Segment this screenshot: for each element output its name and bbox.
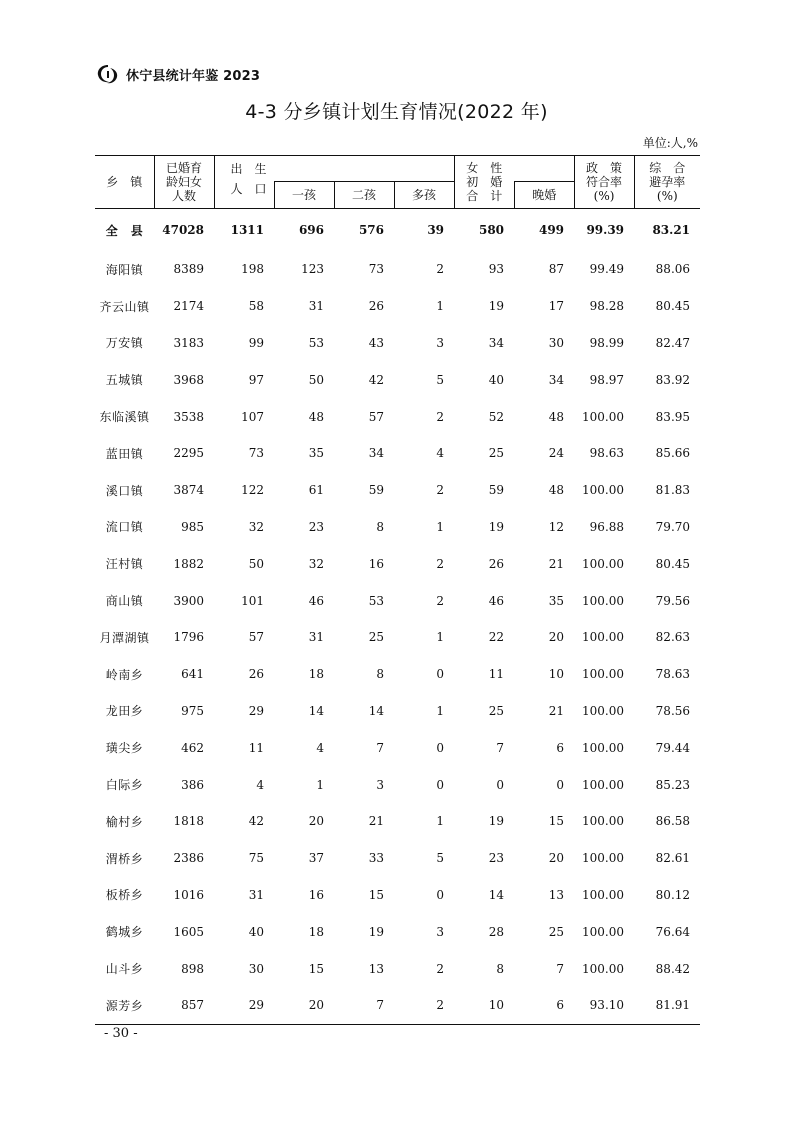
- township-cell: 山斗乡: [105, 962, 144, 977]
- married-women-cell: 3900: [173, 593, 204, 608]
- late-marriage-cell: 12: [548, 519, 565, 534]
- first-marriage-cell: 10: [488, 998, 505, 1013]
- births-cell: 99: [248, 335, 264, 350]
- first-marriage-cell: 40: [488, 372, 505, 387]
- second-child-cell: 57: [368, 409, 384, 424]
- married-women-cell: 386: [181, 777, 204, 792]
- contraception-rate-cell: 78.63: [655, 667, 691, 682]
- married-women-cell: 975: [181, 703, 204, 718]
- multi-child-cell: 4: [436, 446, 445, 461]
- late-marriage-cell: 15: [548, 814, 565, 829]
- contraception-rate-cell: 76.64: [655, 924, 691, 939]
- late-marriage-cell: 499: [538, 223, 565, 237]
- township-cell: 全 县: [105, 223, 144, 238]
- policy-rate-cell: 100.00: [582, 703, 625, 718]
- policy-rate-cell: 98.99: [589, 335, 625, 350]
- township-cell: 东临溪镇: [99, 410, 150, 425]
- policy-rate-cell: 100.00: [582, 556, 625, 571]
- first-marriage-cell: 580: [478, 223, 505, 237]
- multi-child-cell: 2: [436, 262, 445, 277]
- table-body: [95, 209, 700, 1025]
- first-marriage-cell: 19: [488, 519, 505, 534]
- multi-child-cell: 1: [436, 630, 445, 645]
- table-row: [95, 545, 700, 582]
- late-marriage-cell: 21: [548, 703, 565, 718]
- header-first-child: 一孩: [274, 182, 334, 209]
- header-township: 乡 镇: [106, 175, 143, 189]
- first-marriage-cell: 93: [488, 262, 505, 277]
- policy-rate-cell: 100.00: [582, 814, 625, 829]
- second-child-cell: 25: [368, 630, 384, 645]
- policy-rate-cell: 100.00: [582, 961, 625, 976]
- policy-rate-cell: 100.00: [582, 630, 625, 645]
- header-married-women: 已婚育龄妇女人数: [154, 156, 214, 209]
- first-child-cell: 4: [316, 740, 324, 755]
- first-child-cell: 20: [308, 814, 324, 829]
- table-row: [95, 398, 700, 435]
- township-cell: 龙田乡: [105, 704, 144, 719]
- contraception-rate-cell: 80.12: [655, 887, 691, 902]
- township-cell: 蓝田镇: [105, 446, 144, 461]
- first-marriage-cell: 0: [496, 777, 505, 792]
- table-row: [95, 656, 700, 693]
- policy-rate-cell: 100.00: [582, 483, 625, 498]
- township-cell: 流口镇: [105, 520, 144, 535]
- second-child-cell: 14: [368, 703, 384, 718]
- married-women-cell: 985: [181, 519, 204, 534]
- policy-rate-cell: 100.00: [582, 740, 625, 755]
- births-cell: 4: [256, 777, 264, 792]
- second-child-cell: 15: [368, 887, 384, 902]
- second-child-cell: 7: [376, 740, 384, 755]
- table-row: [95, 766, 700, 803]
- header-birth-spacer: [274, 156, 454, 182]
- policy-rate-cell: 100.00: [582, 887, 625, 902]
- first-marriage-cell: 25: [488, 703, 505, 718]
- township-cell: 岭南乡: [105, 667, 144, 682]
- births-cell: 42: [248, 814, 264, 829]
- first-marriage-cell: 19: [488, 814, 505, 829]
- table-row: [95, 582, 700, 619]
- township-cell: 万安镇: [105, 336, 144, 351]
- header-female-first-marriage: 女 性初 婚合 计: [454, 156, 514, 209]
- contraception-rate-cell: 78.56: [655, 703, 691, 718]
- first-child-cell: 23: [308, 519, 324, 534]
- births-cell: 32: [248, 519, 264, 534]
- first-child-cell: 1: [316, 777, 324, 792]
- multi-child-cell: 1: [436, 519, 445, 534]
- header-birth: 出 生: [214, 156, 274, 182]
- township-cell: 五城镇: [105, 373, 144, 388]
- second-child-cell: 7: [376, 998, 384, 1013]
- table-row: [95, 251, 700, 288]
- late-marriage-cell: 48: [548, 409, 565, 424]
- table-row: [95, 288, 700, 325]
- header-late-marriage-spacer: 晚婚: [514, 156, 574, 209]
- policy-rate-cell: 98.97: [589, 372, 625, 387]
- contraception-rate-cell: 82.63: [655, 630, 691, 645]
- contraception-rate-cell: 79.56: [655, 593, 691, 608]
- second-child-cell: 8: [376, 519, 384, 534]
- second-child-cell: 13: [368, 961, 384, 976]
- late-marriage-cell: 17: [548, 299, 565, 314]
- married-women-cell: 641: [181, 667, 204, 682]
- married-women-cell: 2174: [173, 299, 204, 314]
- table-row: [95, 840, 700, 877]
- contraception-rate-cell: 82.47: [655, 335, 691, 350]
- late-marriage-cell: 34: [548, 372, 565, 387]
- first-child-cell: 696: [298, 223, 324, 237]
- policy-rate-cell: 98.28: [589, 299, 625, 314]
- late-marriage-cell: 35: [548, 593, 565, 608]
- married-women-cell: 1016: [173, 887, 204, 902]
- first-child-cell: 37: [308, 851, 324, 866]
- multi-child-cell: 0: [436, 777, 445, 792]
- first-child-cell: 50: [308, 372, 324, 387]
- first-marriage-cell: 8: [496, 961, 505, 976]
- contraception-rate-cell: 85.66: [655, 446, 691, 461]
- married-women-cell: 1818: [173, 814, 204, 829]
- policy-rate-cell: 99.49: [589, 262, 625, 277]
- second-child-cell: 73: [368, 262, 384, 277]
- table-row: [95, 729, 700, 766]
- contraception-rate-cell: 81.83: [655, 483, 691, 498]
- multi-child-cell: 1: [436, 814, 445, 829]
- table-row: [95, 435, 700, 472]
- contraception-rate-cell: 86.58: [655, 814, 691, 829]
- contraception-rate-cell: 83.95: [655, 409, 691, 424]
- married-women-cell: 3538: [173, 409, 204, 424]
- table-row: [95, 950, 700, 987]
- second-child-cell: 8: [376, 667, 384, 682]
- table-row-total: [95, 209, 700, 252]
- header-contraception-rate: 综 合避孕率(%): [634, 156, 700, 209]
- page-number: - 30 -: [104, 1026, 138, 1041]
- first-marriage-cell: 25: [488, 446, 505, 461]
- married-women-cell: 47028: [162, 223, 204, 237]
- late-marriage-cell: 30: [548, 335, 565, 350]
- multi-child-cell: 0: [436, 887, 445, 902]
- contraception-rate-cell: 88.06: [655, 262, 691, 277]
- late-marriage-cell: 87: [548, 262, 565, 277]
- township-cell: 溪口镇: [105, 483, 144, 498]
- township-cell: 渭桥乡: [105, 851, 144, 866]
- married-women-cell: 2295: [173, 446, 204, 461]
- multi-child-cell: 39: [427, 223, 445, 237]
- multi-child-cell: 1: [436, 703, 445, 718]
- births-cell: 29: [248, 703, 264, 718]
- contraception-rate-cell: 80.45: [655, 556, 691, 571]
- multi-child-cell: 5: [436, 851, 445, 866]
- township-cell: 榆村乡: [105, 814, 144, 829]
- table-row: [95, 803, 700, 840]
- policy-rate-cell: 100.00: [582, 851, 625, 866]
- first-child-cell: 48: [308, 409, 324, 424]
- table-row: [95, 987, 700, 1024]
- township-cell: 鹤城乡: [105, 925, 144, 940]
- births-cell: 58: [248, 299, 264, 314]
- married-women-cell: 1605: [173, 924, 204, 939]
- births-cell: 97: [248, 372, 264, 387]
- married-women-cell: 3874: [173, 483, 204, 498]
- yearbook-title: 休宁县统计年鉴 2023: [126, 68, 261, 84]
- contraception-rate-cell: 82.61: [655, 851, 691, 866]
- township-cell: 璜尖乡: [105, 741, 144, 756]
- table-title: 4-3 分乡镇计划生育情况(2022 年): [245, 101, 548, 123]
- second-child-cell: 576: [358, 223, 384, 237]
- second-child-cell: 3: [376, 777, 384, 792]
- policy-rate-cell: 100.00: [582, 667, 625, 682]
- births-cell: 73: [248, 446, 264, 461]
- births-cell: 57: [248, 630, 264, 645]
- first-marriage-cell: 26: [488, 556, 505, 571]
- first-child-cell: 35: [308, 446, 324, 461]
- multi-child-cell: 0: [436, 667, 445, 682]
- township-cell: 齐云山镇: [99, 299, 150, 314]
- married-women-cell: 3183: [173, 335, 204, 350]
- contraception-rate-cell: 85.23: [655, 777, 691, 792]
- township-cell: 月潭湖镇: [99, 630, 150, 645]
- multi-child-cell: 2: [436, 556, 445, 571]
- first-marriage-cell: 7: [496, 740, 505, 755]
- table-row: [95, 877, 700, 914]
- married-women-cell: 1882: [173, 556, 204, 571]
- multi-child-cell: 2: [436, 409, 445, 424]
- births-cell: 75: [248, 851, 264, 866]
- table-row: [95, 619, 700, 656]
- births-cell: 29: [248, 998, 264, 1013]
- policy-rate-cell: 93.10: [589, 998, 625, 1013]
- births-cell: 50: [248, 556, 264, 571]
- late-marriage-cell: 25: [548, 924, 565, 939]
- late-marriage-cell: 21: [548, 556, 565, 571]
- contraception-rate-cell: 83.21: [652, 223, 691, 237]
- table-row: [95, 693, 700, 730]
- second-child-cell: 21: [368, 814, 384, 829]
- header-multi-child: 多孩: [394, 182, 454, 209]
- second-child-cell: 34: [368, 446, 384, 461]
- first-child-cell: 16: [308, 887, 324, 902]
- multi-child-cell: 2: [436, 483, 445, 498]
- first-marriage-cell: 22: [488, 630, 505, 645]
- multi-child-cell: 3: [436, 924, 445, 939]
- page-header: [96, 62, 260, 86]
- first-marriage-cell: 11: [488, 667, 505, 682]
- first-child-cell: 123: [301, 262, 324, 277]
- first-child-cell: 53: [308, 335, 324, 350]
- table-row: [95, 325, 700, 362]
- contraception-rate-cell: 80.45: [655, 299, 691, 314]
- married-women-cell: 3968: [173, 372, 204, 387]
- late-marriage-cell: 6: [556, 998, 565, 1013]
- late-marriage-cell: 20: [548, 630, 565, 645]
- married-women-cell: 462: [181, 740, 204, 755]
- township-cell: 商山镇: [105, 594, 144, 609]
- header-birth-pop: 人 口: [214, 182, 274, 209]
- contraception-rate-cell: 88.42: [655, 961, 691, 976]
- first-marriage-cell: 28: [488, 924, 505, 939]
- policy-rate-cell: 99.39: [586, 223, 625, 237]
- header-second-child: 二孩: [334, 182, 394, 209]
- second-child-cell: 53: [368, 593, 384, 608]
- late-marriage-cell: 7: [556, 961, 565, 976]
- first-child-cell: 15: [308, 961, 324, 976]
- late-marriage-cell: 0: [556, 777, 565, 792]
- married-women-cell: 857: [181, 998, 204, 1013]
- first-child-cell: 46: [308, 593, 324, 608]
- births-cell: 1311: [230, 223, 264, 237]
- births-cell: 122: [241, 483, 264, 498]
- table-row: [95, 361, 700, 398]
- second-child-cell: 19: [368, 924, 384, 939]
- policy-rate-cell: 100.00: [582, 924, 625, 939]
- policy-rate-cell: 96.88: [589, 519, 625, 534]
- births-cell: 198: [241, 262, 264, 277]
- first-child-cell: 18: [308, 667, 324, 682]
- second-child-cell: 26: [368, 299, 384, 314]
- multi-child-cell: 3: [436, 335, 445, 350]
- table-row: [95, 472, 700, 509]
- married-women-cell: 898: [181, 961, 204, 976]
- policy-rate-cell: 100.00: [582, 593, 625, 608]
- births-cell: 30: [248, 961, 264, 976]
- births-cell: 101: [241, 593, 264, 608]
- first-marriage-cell: 59: [488, 483, 505, 498]
- policy-rate-cell: 98.63: [589, 446, 625, 461]
- first-marriage-cell: 52: [488, 409, 505, 424]
- first-child-cell: 20: [308, 998, 324, 1013]
- second-child-cell: 43: [368, 335, 384, 350]
- births-cell: 31: [248, 887, 264, 902]
- second-child-cell: 16: [368, 556, 384, 571]
- married-women-cell: 1796: [173, 630, 204, 645]
- second-child-cell: 33: [368, 851, 384, 866]
- births-cell: 40: [248, 924, 264, 939]
- yearbook-logo-icon: [96, 63, 120, 85]
- births-cell: 107: [241, 409, 264, 424]
- married-women-cell: 2386: [173, 851, 204, 866]
- township-cell: 白际乡: [105, 778, 144, 793]
- township-cell: 海阳镇: [105, 262, 144, 277]
- late-marriage-cell: 10: [548, 667, 565, 682]
- family-planning-table: [95, 155, 700, 1025]
- first-marriage-cell: 14: [488, 887, 505, 902]
- second-child-cell: 59: [368, 483, 384, 498]
- multi-child-cell: 1: [436, 299, 445, 314]
- header-policy-rate: 政 策符合率(%): [574, 156, 634, 209]
- late-marriage-cell: 24: [548, 446, 565, 461]
- multi-child-cell: 2: [436, 593, 445, 608]
- first-marriage-cell: 19: [488, 299, 505, 314]
- contraception-rate-cell: 79.44: [655, 740, 691, 755]
- contraception-rate-cell: 79.70: [655, 519, 691, 534]
- late-marriage-cell: 48: [548, 483, 565, 498]
- first-child-cell: 18: [308, 924, 324, 939]
- contraception-rate-cell: 81.91: [655, 998, 691, 1013]
- multi-child-cell: 0: [436, 740, 445, 755]
- multi-child-cell: 2: [436, 961, 445, 976]
- policy-rate-cell: 100.00: [582, 409, 625, 424]
- table-row: [95, 509, 700, 546]
- township-cell: 源芳乡: [105, 998, 144, 1013]
- first-child-cell: 61: [308, 483, 324, 498]
- first-child-cell: 31: [308, 630, 324, 645]
- first-child-cell: 32: [308, 556, 324, 571]
- births-cell: 11: [248, 740, 264, 755]
- late-marriage-cell: 6: [556, 740, 565, 755]
- late-marriage-cell: 20: [548, 851, 565, 866]
- first-marriage-cell: 23: [488, 851, 505, 866]
- policy-rate-cell: 100.00: [582, 777, 625, 792]
- late-marriage-cell: 13: [548, 887, 565, 902]
- unit-label: 单位:人,%: [642, 136, 698, 150]
- first-marriage-cell: 34: [488, 335, 505, 350]
- multi-child-cell: 5: [436, 372, 445, 387]
- second-child-cell: 42: [368, 372, 384, 387]
- contraception-rate-cell: 83.92: [655, 372, 691, 387]
- first-child-cell: 31: [308, 299, 324, 314]
- births-cell: 26: [248, 667, 264, 682]
- township-cell: 汪村镇: [105, 557, 144, 572]
- table-row: [95, 913, 700, 950]
- first-child-cell: 14: [308, 703, 324, 718]
- township-cell: 板桥乡: [105, 888, 144, 903]
- multi-child-cell: 2: [436, 998, 445, 1013]
- first-marriage-cell: 46: [488, 593, 505, 608]
- married-women-cell: 8389: [173, 262, 204, 277]
